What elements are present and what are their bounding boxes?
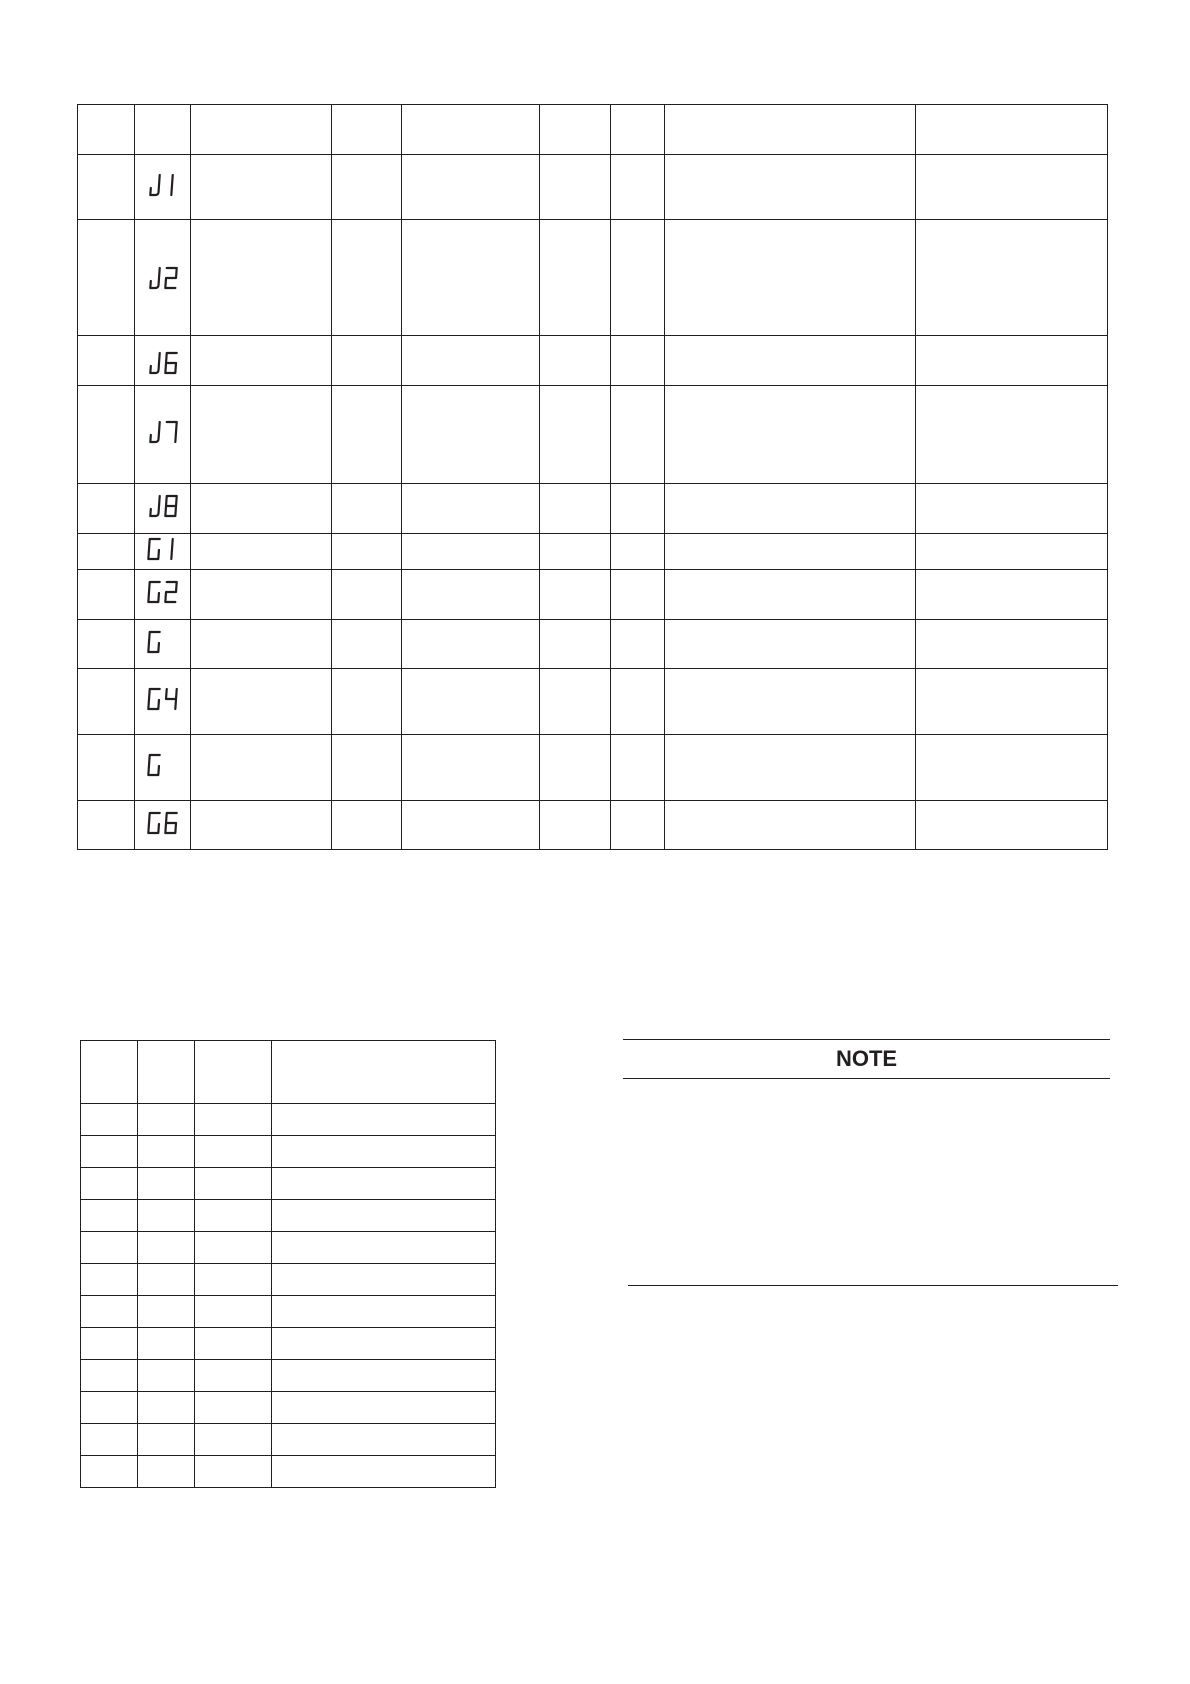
table-row (81, 1200, 496, 1232)
segment-display-icon (146, 263, 180, 293)
table-row (81, 1104, 496, 1136)
table-row (81, 1328, 496, 1360)
table-row (78, 336, 1108, 386)
header-row (78, 105, 1108, 155)
table-row (81, 1392, 496, 1424)
header-row (81, 1041, 496, 1104)
table-row (78, 155, 1108, 220)
segment-display-icon (146, 348, 180, 378)
segment-display-icon (146, 627, 180, 657)
table-row (81, 1456, 496, 1488)
segment-display-icon (146, 684, 180, 714)
note-box (623, 1039, 1110, 1079)
table-row (78, 669, 1108, 735)
note-title: NOTE (623, 1040, 1110, 1079)
segment-display-icon (146, 491, 180, 521)
table-row (81, 1232, 496, 1264)
segment-display-icon (146, 534, 180, 564)
table-row (81, 1360, 496, 1392)
segment-display-icon (146, 750, 180, 780)
table-row (78, 484, 1108, 534)
table-row (78, 386, 1108, 484)
segment-display-icon (146, 577, 180, 607)
note-bottom-rule (628, 1285, 1118, 1286)
table-row (78, 735, 1108, 801)
segment-display-icon (146, 417, 180, 447)
table-row (81, 1168, 496, 1200)
segment-display-icon (146, 808, 180, 838)
segment-display-icon (146, 170, 180, 200)
table-row (78, 620, 1108, 669)
table-row (78, 302, 1108, 336)
table-row (81, 1136, 496, 1168)
table-row (78, 801, 1108, 850)
table-row (81, 1296, 496, 1328)
table-row (78, 220, 1108, 302)
secondary-table (80, 1040, 496, 1488)
table-row (81, 1424, 496, 1456)
error-code-table (77, 104, 1108, 850)
table-row (81, 1264, 496, 1296)
table-row (78, 570, 1108, 620)
table-row (78, 534, 1108, 570)
